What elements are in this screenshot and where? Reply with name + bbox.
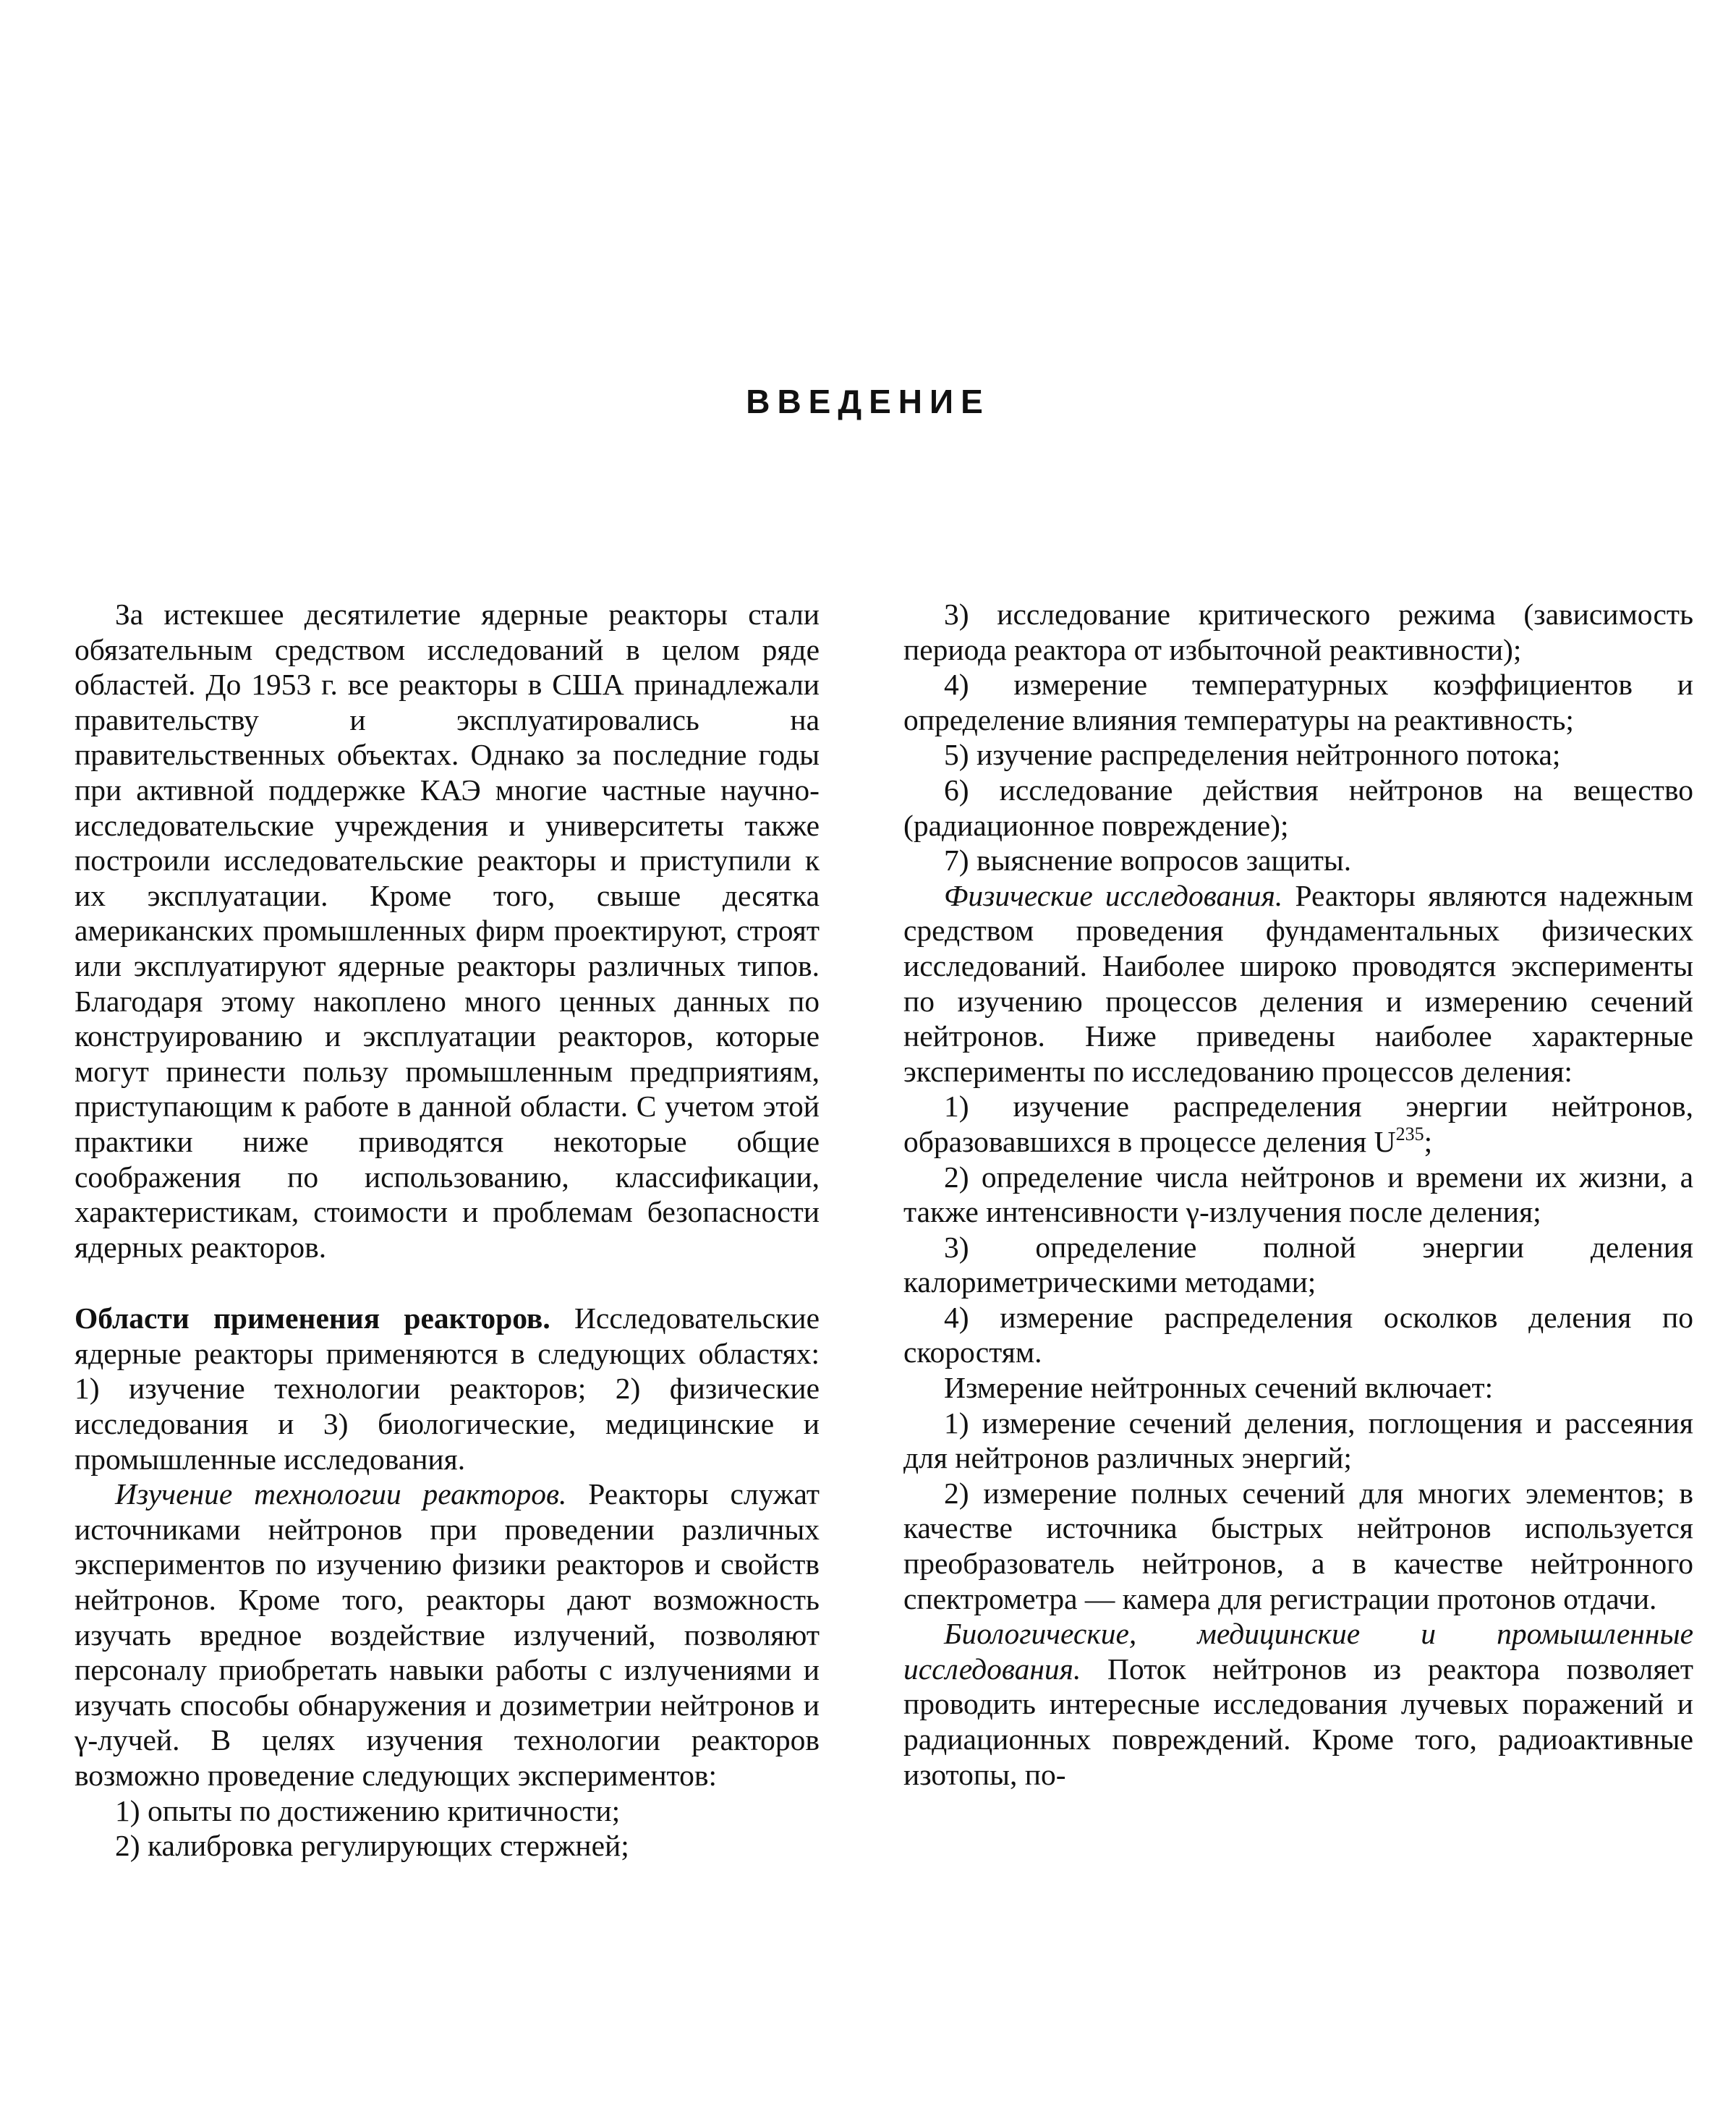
list-item: 2) определение числа нейтронов и времени их жизни, а также интенсивности γ-излучения после деления; — [903, 1160, 1693, 1229]
isotope-superscript: 235 — [1395, 1123, 1424, 1144]
bio-text: Поток нейтронов из реактора позволяет проводить интересные исследования лучевых поражений и радиационных повреждений. Кроме того, радиоактивные изотопы, по- — [903, 1652, 1693, 1791]
right-column — [903, 597, 1693, 1792]
list-item: 2) калибровка регулирующих стержней; — [115, 1829, 629, 1863]
list-item: 4) измерение температурных коэффициентов и определение влияния температуры на реактивность; — [903, 668, 1693, 736]
list-item: 7) выяснение вопросов защиты. — [944, 844, 1352, 878]
intro-paragraph: За истекшее десятилетие ядерные реакторы стали обязательным средством исследований в целом ряде областей. До 1953 г. все реакторы в США принадлежали правительству и эксплуатировались на правительственных объектах. Однако за последние годы при активной поддержке КАЭ многие частные научно-исследовательские учреждения и университеты также построили исследовательские реакторы и приступили к их эксплуатации. Кроме того, свыше десятка американских промышленных фирм проектируют, строят или эксплуатируют ядерные реакторы различных типов. Благодаря этому накоплено много ценных данных по конструированию и эксплуатации реакторов, которые могут принести пользу промышленным предприятиям, приступающим к работе в данной области. С учетом этой практики ниже приводятся некоторые общие соображения по использованию, классификации, характеристикам, стоимости и проблемам безопасности ядерных реакторов. — [75, 598, 820, 1264]
list-item: 3) определение полной энергии деления калориметрическими методами; — [903, 1230, 1693, 1299]
cross-section-intro: Измерение нейтронных сечений включает: — [944, 1371, 1494, 1405]
bio-paragraph — [903, 1616, 1693, 1792]
left-column — [75, 597, 820, 1864]
applications-paragraph — [75, 1301, 820, 1477]
technology-text: Реакторы служат источниками нейтронов при проведении различных экспериментов по изучению физики реакторов и свойств нейтронов. Кроме того, реакторы дают возможность изучать вредное воздействие излучений, позволяют персоналу приобретать навыки работы с излучениями и изучать способы обнаружения и дозиметрии нейтронов и γ-лучей. В целях изучения технологии реакторов возможно проведение следующих экспериментов: — [75, 1477, 820, 1792]
technology-heading: Изучение технологии реакторов. — [115, 1477, 567, 1511]
list-item: 3) исследование критического режима (зависимость периода реактора от избыточной реактивности); — [903, 598, 1693, 666]
list-item-end: ; — [1424, 1124, 1433, 1158]
bio-heading: Биологические, медицинские и промышленные исследования. — [903, 1617, 1693, 1686]
list-item: 1) опыты по достижению критичности; — [115, 1793, 621, 1827]
physics-paragraph — [903, 878, 1693, 1089]
applications-heading: Области применения реакторов. — [75, 1301, 550, 1335]
applications-text: Исследовательские ядерные реакторы применяются в следующих областях: 1) изучение технологии реакторов; 2) физические исследования и 3) биологические, медицинские и промышленные исследования. — [75, 1301, 820, 1476]
list-item: 2) измерение полных сечений для многих элементов; в качестве источника быстрых нейтронов используется преобразователь нейтронов, а в качестве нейтронного спектрометра — камера для регистрации протонов отдачи. — [903, 1476, 1693, 1615]
physics-heading: Физические исследования. — [944, 878, 1283, 912]
list-item: 4) измерение распределения осколков деления по скоростям. — [903, 1300, 1693, 1369]
list-item: 1) измерение сечений деления, поглощения и рассеяния для нейтронов различных энергий; — [903, 1406, 1693, 1475]
list-item: 6) исследование действия нейтронов на вещество (радиационное повреждение); — [903, 773, 1693, 842]
list-item: 5) изучение распределения нейтронного потока; — [944, 738, 1561, 772]
list-item-text: 1) изучение распределения энергии нейтронов, образовавшихся в процессе деления U — [903, 1089, 1693, 1158]
physics-text: Реакторы являются надежным средством проведения фундаментальных физических исследований. Наиболее широко проводятся эксперименты по изучению процессов деления и измерению сечений нейтронов. Ниже приведены наиболее характерные эксперименты по исследованию процессов деления: — [903, 878, 1693, 1088]
technology-paragraph — [75, 1477, 820, 1793]
list-item — [903, 1089, 1693, 1159]
page-title: ВВЕДЕНИЕ — [746, 383, 990, 420]
